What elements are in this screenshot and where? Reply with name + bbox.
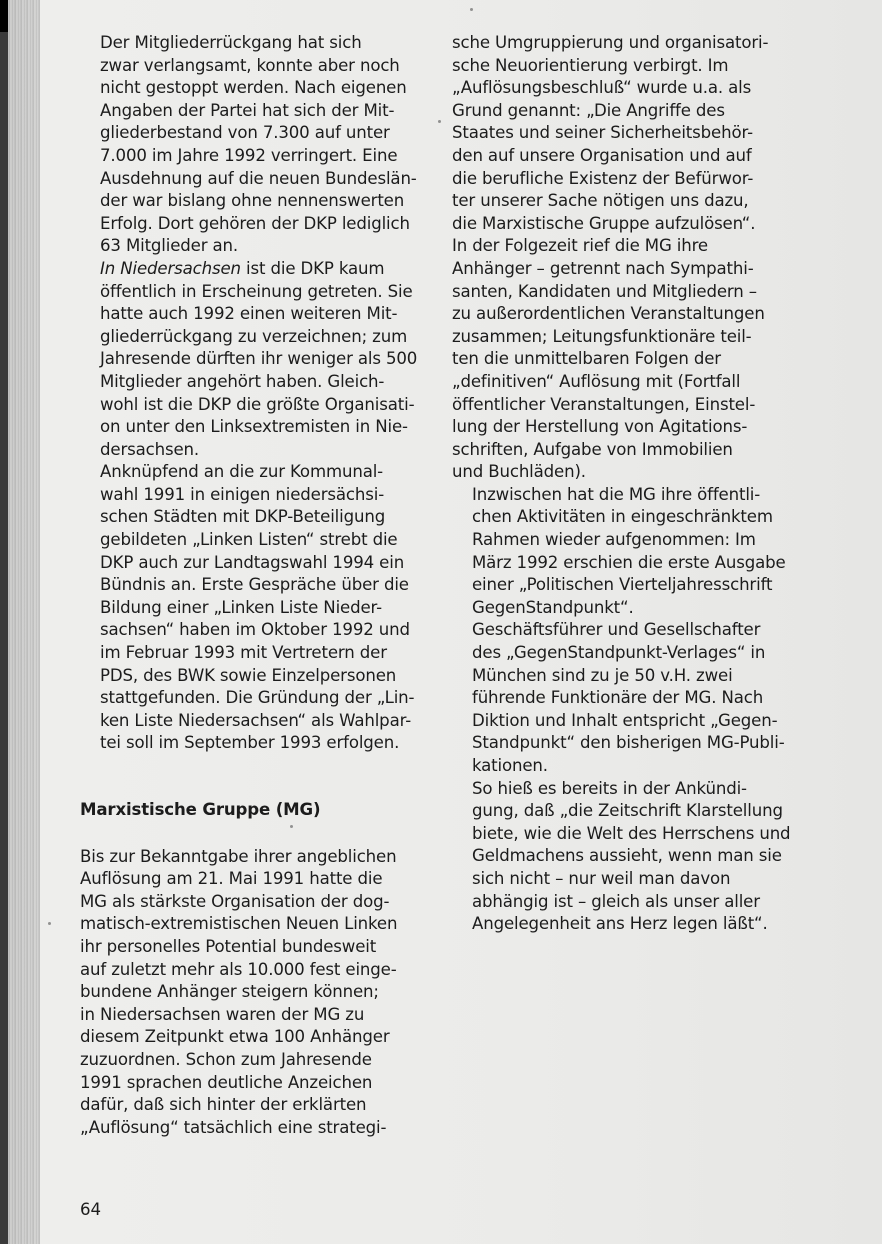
- italic-phrase: In Niedersachsen: [100, 258, 241, 278]
- text-line: gebildeten „Linken Listen“ strebt die: [100, 530, 398, 550]
- text-line: ihr personelles Potential bundesweit: [80, 936, 377, 956]
- text-line: on unter den Linksextremisten in Nie-: [100, 417, 408, 437]
- text-line: Jahresende dürften ihr weniger als 500: [100, 349, 418, 369]
- text-line: zuzuordnen. Schon zum Jahresende: [80, 1049, 372, 1069]
- text-line: santen, Kandidaten und Mitgliedern –: [452, 281, 757, 301]
- text-line: kationen.: [472, 756, 548, 775]
- text-line: dersachsen.: [100, 439, 200, 459]
- text-line: Staates und seiner Sicherheitsbehör-: [452, 123, 753, 143]
- text-line: sche Neuorientierung verbirgt. Im: [452, 55, 729, 75]
- text-line: Anhänger – getrennt nach Sympathi-: [452, 258, 754, 278]
- paper-speck: [470, 8, 473, 11]
- text-line: diesem Zeitpunkt etwa 100 Anhänger: [80, 1027, 390, 1047]
- text-line: Grund genannt: „Die Angriffe des: [452, 100, 725, 120]
- text-line: Inzwischen hat die MG ihre öffentli-: [472, 484, 761, 504]
- text-line: März 1992 erschien die erste Ausgabe: [472, 552, 786, 572]
- text-line: GegenStandpunkt“.: [472, 597, 634, 617]
- text-line: ten die unmittelbaren Folgen der: [452, 349, 721, 369]
- paragraph-mg-regrouping: [452, 32, 812, 484]
- text-line: des „GegenStandpunkt-Verlages“ in: [472, 643, 766, 663]
- text-line: führende Funktionäre der MG. Nach: [472, 688, 764, 708]
- paragraph-announcement: [452, 778, 812, 936]
- paper-speck: [290, 825, 293, 828]
- text-line: Geschäftsführer und Gesellschafter: [472, 620, 761, 640]
- text-line: schriften, Aufgabe von Immobilien: [452, 439, 733, 459]
- right-column: [452, 32, 812, 936]
- text-line: nicht gestoppt werden. Nach eigenen: [100, 78, 407, 98]
- text-line: „Auflösung“ tatsächlich eine strategi-: [80, 1117, 387, 1137]
- text-line: sche Umgruppierung und organisatori-: [452, 33, 769, 52]
- text-line: abhängig ist – gleich als unser aller: [472, 891, 760, 911]
- text-line: Der Mitgliederrückgang hat sich: [100, 33, 362, 52]
- paragraph-linke-listen: [80, 461, 436, 755]
- text-line: den auf unsere Organisation und auf: [452, 145, 752, 165]
- text-line: „definitiven“ Auflösung mit (Fortfall: [452, 371, 741, 391]
- text-line: gung, daß „die Zeitschrift Klarstellung: [472, 801, 783, 821]
- text-line: die berufliche Existenz der Befürwor-: [452, 168, 754, 188]
- text-line: zu außerordentlichen Veranstaltungen: [452, 304, 765, 324]
- text-line: der war bislang ohne nennenswerten: [100, 191, 405, 211]
- paragraph-niedersachsen: [80, 258, 436, 461]
- text-line: tei soll im September 1993 erfolgen.: [100, 733, 400, 753]
- text-line: Bis zur Bekanntgabe ihrer angeblichen: [80, 846, 397, 866]
- text-line: Mitglieder angehört haben. Gleich-: [100, 371, 385, 391]
- text-line: hatte auch 1992 einen weiteren Mit-: [100, 304, 398, 324]
- text-line: biete, wie die Welt des Herrschens und: [472, 823, 791, 843]
- text-line: „Auflösungsbeschluß“ wurde u.a. als: [452, 78, 752, 98]
- text-line: München sind zu je 50 v.H. zwei: [472, 665, 733, 685]
- paper-speck: [438, 120, 441, 123]
- text-line: PDS, des BWK sowie Einzelpersonen: [100, 665, 397, 685]
- text-line: und Buchläden).: [452, 462, 586, 482]
- text-line: In der Folgezeit rief die MG ihre: [452, 236, 708, 256]
- text-line: wohl ist die DKP die größte Organisati-: [100, 394, 415, 414]
- text-line: matisch-extremistischen Neuen Linken: [80, 914, 398, 934]
- text-line: Erfolg. Dort gehören der DKP lediglich: [100, 213, 410, 233]
- text-line: 1991 sprachen deutliche Anzeichen: [80, 1072, 373, 1092]
- text-line: Bündnis an. Erste Gespräche über die: [100, 575, 409, 595]
- paragraph-publisher: [452, 619, 812, 777]
- text-line: ter unserer Sache nötigen uns dazu,: [452, 191, 749, 211]
- text-line: die Marxistische Gruppe aufzulösen“.: [452, 213, 756, 233]
- text-line: Rahmen wieder aufgenommen: Im: [472, 530, 756, 550]
- text-line: [80, 258, 436, 281]
- text-line: Anknüpfend an die zur Kommunal-: [100, 462, 384, 482]
- left-column: [80, 32, 436, 1139]
- paragraph-mg-activities: [452, 484, 812, 620]
- text-line: Diktion und Inhalt entspricht „Gegen-: [472, 710, 778, 730]
- text-line: 7.000 im Jahre 1992 verringert. Eine: [100, 145, 398, 165]
- text-line: auf zuletzt mehr als 10.000 fest einge-: [80, 959, 397, 979]
- text-line: zusammen; Leitungsfunktionäre teil-: [452, 326, 752, 346]
- text-line: Ausdehnung auf die neuen Bundeslän-: [100, 168, 417, 188]
- text-line: MG als stärkste Organisation der dog-: [80, 891, 390, 911]
- text-line: DKP auch zur Landtagswahl 1994 ein: [100, 552, 405, 572]
- text-line: bundene Anhänger steigern können;: [80, 982, 379, 1002]
- text-fragment: ist die DKP kaum: [240, 258, 385, 278]
- book-spine-edge: [0, 0, 8, 1244]
- paragraph-dkp-membership: [80, 32, 436, 258]
- text-line: ken Liste Niedersachsen“ als Wahlpar-: [100, 710, 412, 730]
- text-line: sachsen“ haben im Oktober 1992 und: [100, 620, 410, 640]
- text-line: Angelegenheit ans Herz legen läßt“.: [472, 914, 768, 934]
- text-line: dafür, daß sich hinter der erklärten: [80, 1095, 367, 1115]
- text-line: gliederrückgang zu verzeichnen; zum: [100, 326, 408, 346]
- text-line: 63 Mitglieder an.: [100, 236, 239, 256]
- text-line: chen Aktivitäten in eingeschränktem: [472, 507, 773, 527]
- paper-speck: [48, 922, 51, 925]
- text-line: Bildung einer „Linken Liste Nieder-: [100, 597, 382, 617]
- text-line: im Februar 1993 mit Vertretern der: [100, 643, 387, 663]
- text-line: schen Städten mit DKP-Beteiligung: [100, 507, 386, 527]
- text-line: einer „Politischen Vierteljahresschrift: [472, 575, 773, 595]
- text-line: wahl 1991 in einigen niedersächsi-: [100, 484, 385, 504]
- text-line: sich nicht – nur weil man davon: [472, 868, 731, 888]
- text-line: Auflösung am 21. Mai 1991 hatte die: [80, 869, 383, 889]
- paragraph-mg-intro: [80, 846, 436, 1140]
- text-line: stattgefunden. Die Gründung der „Lin-: [100, 688, 415, 708]
- text-line: zwar verlangsamt, konnte aber noch: [100, 55, 400, 75]
- text-line: Angaben der Partei hat sich der Mit-: [100, 100, 395, 120]
- text-line: So hieß es bereits in der Ankündi-: [472, 778, 747, 798]
- text-line: Geldmachens aussieht, wenn man sie: [472, 846, 782, 866]
- text-line: öffentlich in Erscheinung getreten. Sie: [100, 281, 413, 301]
- text-line: gliederbestand von 7.300 auf unter: [100, 123, 390, 143]
- text-line: in Niedersachsen waren der MG zu: [80, 1004, 365, 1024]
- page-number: 64: [80, 1200, 102, 1219]
- text-line: lung der Herstellung von Agitations-: [452, 417, 748, 437]
- section-heading: Marxistische Gruppe (MG): [80, 800, 321, 819]
- text-line: öffentlicher Veranstaltungen, Einstel-: [452, 394, 756, 414]
- text-line: Standpunkt“ den bisherigen MG-Publi-: [472, 733, 785, 753]
